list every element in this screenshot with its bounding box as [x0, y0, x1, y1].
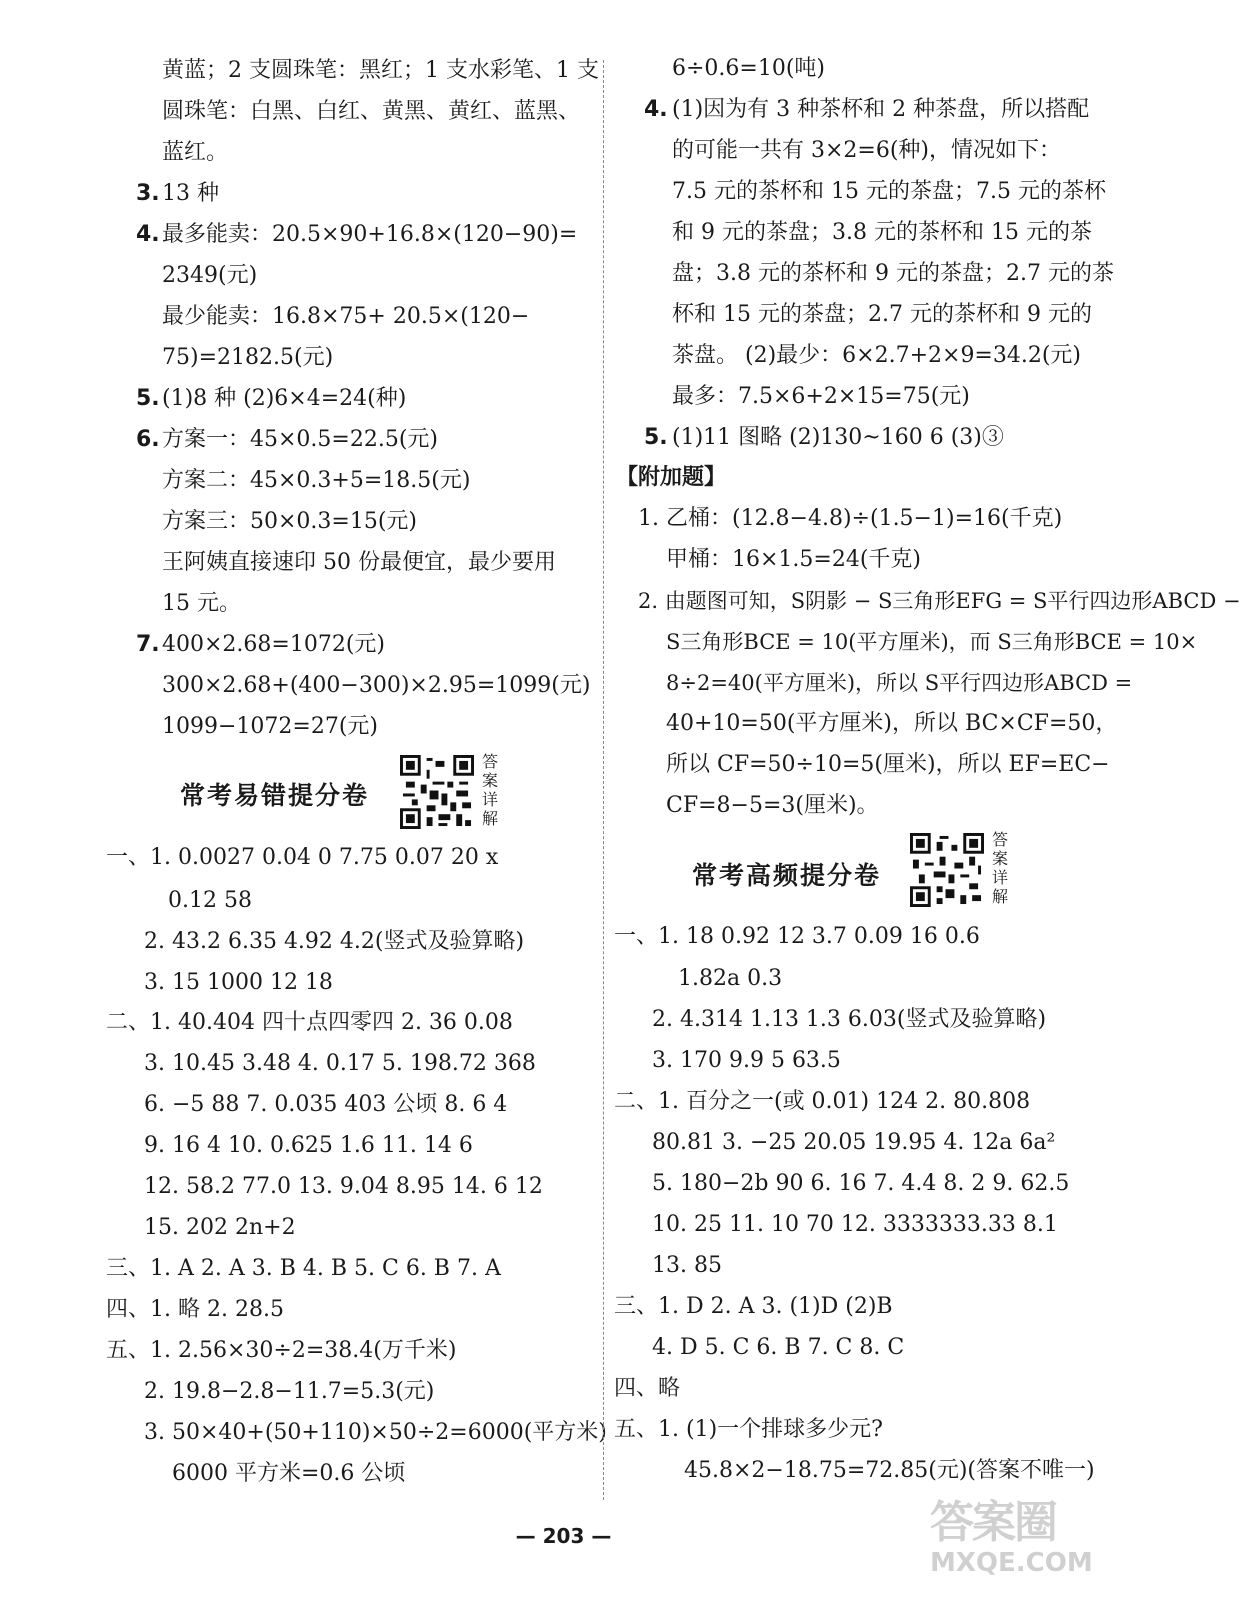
answer-line: 15. 202 2n+2 [144, 1215, 296, 1240]
qr-code-icon [400, 755, 474, 829]
section-title: 常考易错提分卷 [180, 781, 370, 810]
answer-line: 盘；3.8 元的茶杯和 9 元的茶盘；2.7 元的茶 [672, 261, 1114, 286]
answer-line: 方案一：45×0.5=22.5(元) [162, 427, 438, 452]
item-number: 6. [136, 427, 160, 452]
answer-line: 6÷0.6=10(吨) [672, 56, 826, 81]
answer-line: 75)=2182.5(元) [162, 345, 334, 370]
answer-line: 五、1. (1)一个排球多少元? [614, 1417, 883, 1442]
answer-line: 蓝红。 [162, 140, 229, 165]
answer-line: 9. 16 4 10. 0.625 1.6 11. 14 6 [144, 1133, 473, 1158]
qr-label: 答案详解 [991, 830, 1008, 906]
answer-line: 和 9 元的茶盘；3.8 元的茶杯和 15 元的茶 [672, 220, 1092, 245]
answer-line: S三角形BCE = 10(平方厘米)，而 S三角形BCE = 10× [666, 630, 1198, 654]
answer-line: 三、1. D 2. A 3. (1)D (2)B [614, 1294, 893, 1319]
answer-line: 8÷2=40(平方厘米)，所以 S平行四边形ABCD = [666, 671, 1133, 695]
item-number: 3. [136, 181, 160, 206]
answer-line: 2. 19.8−2.8−11.7=5.3(元) [144, 1379, 435, 1404]
answer-line: 3. 15 1000 12 18 [144, 970, 333, 995]
answer-line: 1099−1072=27(元) [162, 714, 379, 739]
extra-heading: 【附加题】 [616, 465, 727, 490]
watermark-logo: 答案圈 [930, 1497, 1056, 1548]
answer-line: 五、1. 2.56×30÷2=38.4(万千米) [106, 1338, 457, 1363]
answer-line: 一、1. 18 0.92 12 3.7 0.09 16 0.6 [614, 924, 980, 949]
answer-line: 300×2.68+(400−300)×2.95=1099(元) [162, 673, 591, 698]
answer-line: 甲桶：16×1.5=24(千克) [666, 547, 922, 572]
answer-line: 最多能卖：20.5×90+16.8×(120−90)= [162, 222, 578, 247]
item-number: 5. [136, 386, 160, 411]
qr-code-icon [910, 833, 984, 907]
answer-line: 3. 10.45 3.48 4. 0.17 5. 198.72 368 [144, 1051, 536, 1076]
answer-line: 四、略 [614, 1376, 681, 1401]
answer-line: 0.12 58 [168, 888, 252, 913]
answer-line: 圆珠笔：白黑、白红、黄黑、黄红、蓝黑、 [162, 99, 581, 124]
answer-line: 三、1. A 2. A 3. B 4. B 5. C 6. B 7. A [106, 1256, 501, 1281]
section-title: 常考高频提分卷 [692, 861, 882, 890]
answer-line: CF=8−5=3(厘米)。 [666, 793, 879, 818]
answer-line: 二、1. 40.404 四十点四零四 2. 36 0.08 [106, 1010, 513, 1035]
answer-line: 方案三：50×0.3=15(元) [162, 509, 418, 534]
answer-line: 茶盘。 (2)最少：6×2.7+2×9=34.2(元) [672, 343, 1082, 368]
answer-line: 二、1. 百分之一(或 0.01) 124 2. 80.808 [614, 1089, 1031, 1114]
answer-line: (1)8 种 (2)6×4=24(种) [162, 386, 407, 411]
answer-line: (1)11 图略 (2)130~160 6 (3)③ [672, 425, 1004, 450]
answer-line: 6. −5 88 7. 0.035 403 公顷 8. 6 4 [144, 1092, 508, 1117]
answer-line: 7.5 元的茶杯和 15 元的茶盘；7.5 元的茶杯 [672, 179, 1106, 204]
answer-line: 4. D 5. C 6. B 7. C 8. C [652, 1335, 905, 1360]
item-number: 7. [136, 632, 160, 657]
answer-line: 2349(元) [162, 263, 258, 288]
answer-line: 杯和 15 元的茶盘；2.7 元的茶杯和 9 元的 [672, 302, 1092, 327]
answer-line: 3. 50×40+(50+110)×50÷2=6000(平方米) [144, 1420, 607, 1445]
answer-line: 四、1. 略 2. 28.5 [106, 1297, 284, 1322]
answer-line: 40+10=50(平方厘米)，所以 BC×CF=50， [666, 711, 1118, 736]
answer-line: 黄蓝；2 支圆珠笔：黑红；1 支水彩笔、1 支 [162, 58, 599, 83]
answer-line: 1.82a 0.3 [678, 966, 783, 991]
answer-line: 最多：7.5×6+2×15=75(元) [672, 384, 970, 409]
watermark-url: MXQE.COM [930, 1548, 1093, 1578]
answer-line: 6000 平方米=0.6 公顷 [172, 1461, 406, 1486]
answer-line: 13 种 [162, 181, 219, 206]
answer-line: 13. 85 [652, 1253, 722, 1278]
answer-line: 3. 170 9.9 5 63.5 [652, 1048, 841, 1073]
answer-line: 最少能卖：16.8×75+ 20.5×(120− [162, 304, 530, 329]
answer-line: 5. 180−2b 90 6. 16 7. 4.4 8. 2 9. 62.5 [652, 1171, 1070, 1196]
answer-line: 80.81 3. −25 20.05 19.95 4. 12a 6a² [652, 1130, 1056, 1155]
answer-line: 一、1. 0.0027 0.04 0 7.75 0.07 20 x [106, 845, 499, 870]
column-divider [603, 60, 604, 1500]
answer-line: 45.8×2−18.75=72.85(元)(答案不唯一) [684, 1458, 1095, 1483]
answer-line: 10. 25 11. 10 70 12. 3333333.33 8.1 [652, 1212, 1058, 1237]
answer-line: 1. 乙桶：(12.8−4.8)÷(1.5−1)=16(千克) [638, 506, 1063, 531]
watermark [930, 1498, 1110, 1588]
answer-line: 2. 43.2 6.35 4.92 4.2(竖式及验算略) [144, 929, 525, 954]
item-number: 5. [644, 425, 668, 450]
answer-line: 12. 58.2 77.0 13. 9.04 8.95 14. 6 12 [144, 1174, 543, 1199]
answer-line: 15 元。 [162, 591, 241, 616]
item-number: 4. [136, 222, 160, 247]
item-number: 4. [644, 97, 668, 122]
answer-line: 2. 由题图可知，S阴影 − S三角形EFG = S平行四边形ABCD − [638, 589, 1241, 613]
answer-line: 400×2.68=1072(元) [162, 632, 385, 657]
qr-label: 答案详解 [481, 752, 498, 828]
page-number: — 203 — [515, 1524, 612, 1548]
answer-line: 王阿姨直接速印 50 份最便宜，最少要用 [162, 550, 556, 575]
answer-line: 方案二：45×0.3+5=18.5(元) [162, 468, 471, 493]
answer-line: 所以 CF=50÷10=5(厘米)，所以 EF=EC− [666, 752, 1110, 777]
answer-line: 2. 4.314 1.13 1.3 6.03(竖式及验算略) [652, 1007, 1047, 1032]
answer-line: 的可能一共有 3×2=6(种)，情况如下： [672, 138, 1062, 163]
answer-line: (1)因为有 3 种茶杯和 2 种茶盘，所以搭配 [672, 97, 1090, 122]
